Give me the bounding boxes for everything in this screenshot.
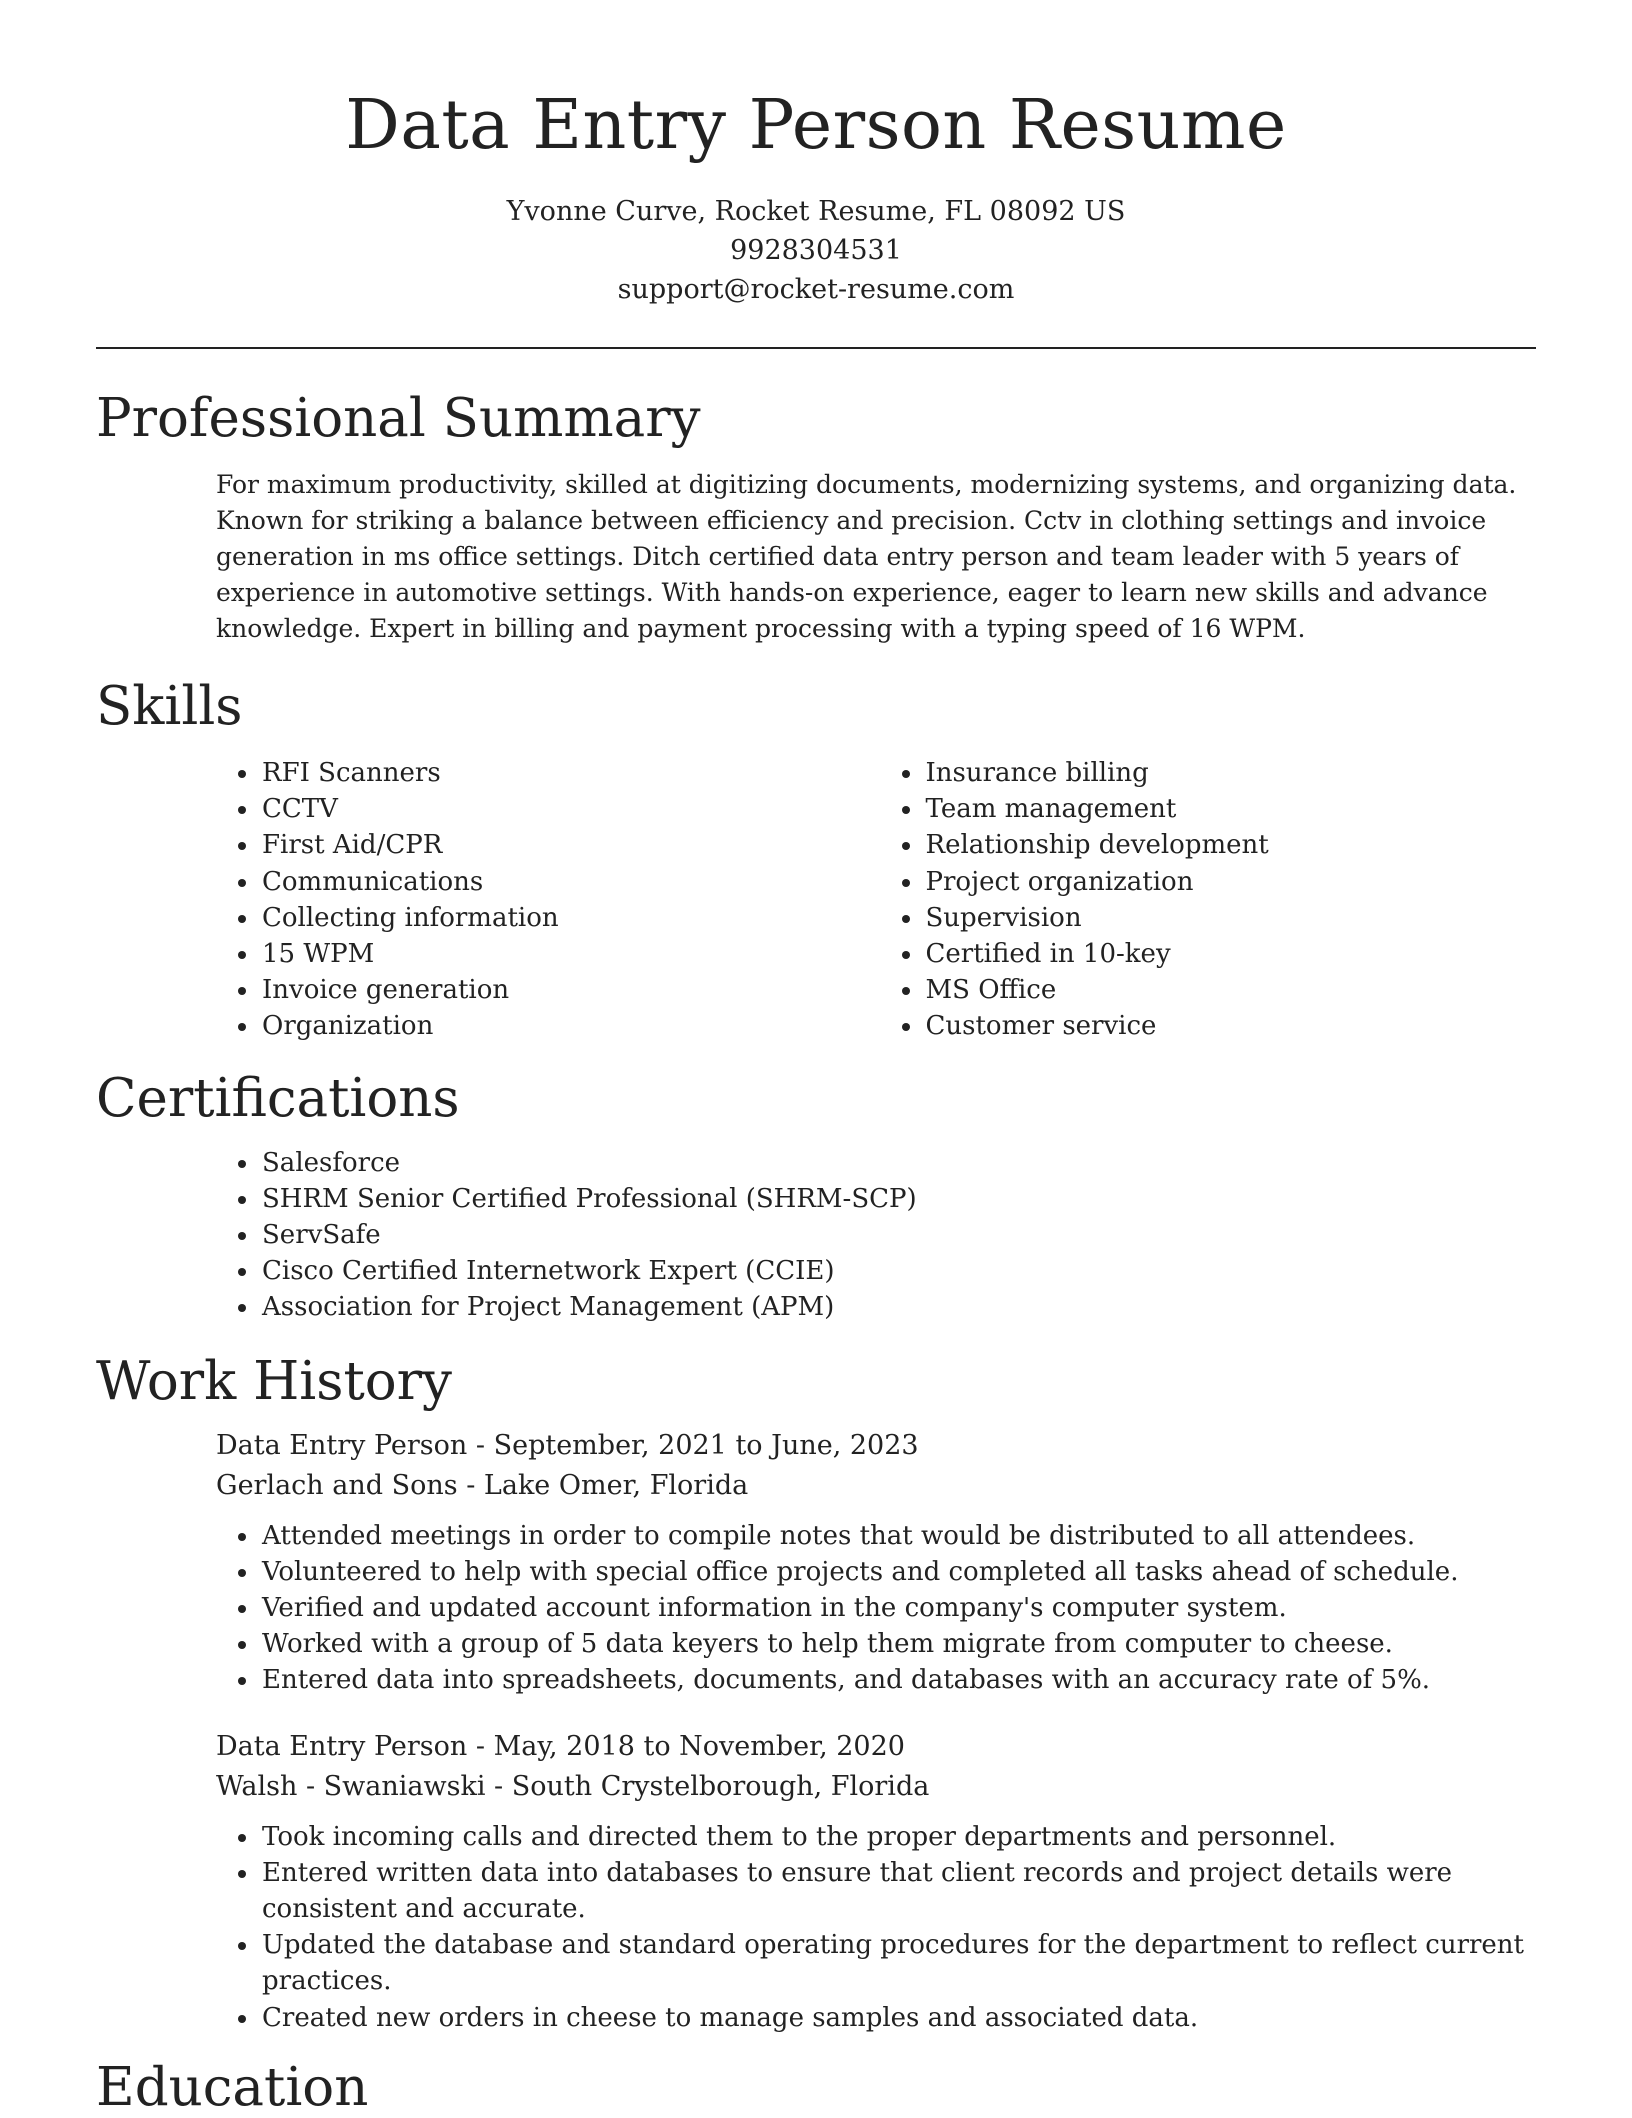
list-item: • MS Office (924, 972, 1537, 1008)
job-company-line: Walsh - Swaniawski - South Crystelborough, Florida (216, 1770, 930, 1802)
job-entry (216, 1426, 1536, 1699)
list-item: • Salesforce (260, 1145, 1536, 1181)
list-item: • Worked with a group of 5 data keyers to help them migrate from computer to cheese. (260, 1626, 1536, 1662)
list-item: • SHRM Senior Certified Professional (SHRM-SCP) (260, 1181, 1536, 1217)
list-item: • Project organization (924, 864, 1537, 900)
list-item: • RFI Scanners (260, 755, 873, 791)
list-item: • ServSafe (260, 1217, 1536, 1253)
list-item: • Association for Project Management (APM) (260, 1289, 1536, 1325)
education-section (96, 2058, 1536, 2118)
skills-list-left (96, 755, 873, 1045)
work-history-section (96, 1352, 1536, 2036)
certifications-heading: Certifications (96, 1067, 460, 1129)
list-item: • Relationship development (924, 827, 1537, 863)
list-item: • Communications (260, 864, 873, 900)
contact-info (96, 192, 1536, 309)
contact-phone: 9928304531 (730, 235, 902, 266)
summary-section (96, 389, 1536, 647)
list-item: • Supervision (924, 900, 1537, 936)
header-divider (96, 347, 1536, 349)
list-item: • First Aid/CPR (260, 827, 873, 863)
list-item: • Updated the database and standard operating procedures for the department to reflect current practices. (260, 1927, 1536, 1999)
job-title-line: Data Entry Person - May, 2018 to November, 2020 (216, 1730, 905, 1762)
contact-address: Yvonne Curve, Rocket Resume, FL 08092 US (506, 196, 1126, 227)
certifications-section (96, 1069, 1536, 1326)
contact-email: support@rocket-resume.com (617, 274, 1015, 305)
summary-heading: Professional Summary (96, 388, 701, 449)
list-item: • Organization (260, 1008, 873, 1044)
list-item: • 15 WPM (260, 936, 873, 972)
job-bullets (216, 1518, 1536, 1699)
list-item: • Entered written data into databases to ensure that client records and project details were consistent and accurate. (260, 1855, 1536, 1927)
list-item: • CCTV (260, 791, 873, 827)
list-item: • Collecting information (260, 900, 873, 936)
list-item: • Invoice generation (260, 972, 873, 1008)
job-entry (216, 1727, 1536, 2036)
list-item: • Verified and updated account information in the company's computer system. (260, 1590, 1536, 1626)
job-company-line: Gerlach and Sons - Lake Omer, Florida (216, 1469, 749, 1501)
education-heading: Education (96, 2056, 369, 2118)
list-item: • Attended meetings in order to compile notes that would be distributed to all attendees. (260, 1518, 1536, 1554)
list-item: • Customer service (924, 1008, 1537, 1044)
skills-list-right (873, 755, 1537, 1045)
list-item: • Cisco Certified Internetwork Expert (CCIE) (260, 1253, 1536, 1289)
list-item: • Created new orders in cheese to manage samples and associated data. (260, 2000, 1536, 2036)
certifications-list (96, 1145, 1536, 1326)
job-bullets (216, 1819, 1536, 2036)
list-item: • Volunteered to help with special office projects and completed all tasks ahead of schedule. (260, 1554, 1536, 1590)
list-item: • Entered data into spreadsheets, documents, and databases with an accuracy rate of 5%. (260, 1662, 1536, 1698)
resume-header (96, 0, 1536, 349)
list-item: • Took incoming calls and directed them to the proper departments and personnel. (260, 1819, 1536, 1855)
list-item: • Team management (924, 791, 1537, 827)
skills-columns (96, 755, 1536, 1045)
list-item: • Certified in 10-key (924, 936, 1537, 972)
resume-title: Data Entry Person Resume (345, 86, 1287, 165)
list-item: • Insurance billing (924, 755, 1537, 791)
work-history-heading: Work History (96, 1350, 452, 1412)
skills-heading: Skills (96, 676, 243, 737)
skills-section (96, 677, 1536, 1045)
job-title-line: Data Entry Person - September, 2021 to June, 2023 (216, 1429, 919, 1461)
summary-text: For maximum productivity, skilled at digitizing documents, modernizing systems, and organizing data. Known for striking a balance between efficiency and precision. Cctv in clothing settings and invoice generation in ms office settings. Ditch certified data entry person and team leader with 5 years of experience in automotive settings. With hands-on experience, eager to learn new skills and advance knowledge. Expert in billing and payment processing with a typing speed of 16 WPM. (216, 470, 1517, 643)
